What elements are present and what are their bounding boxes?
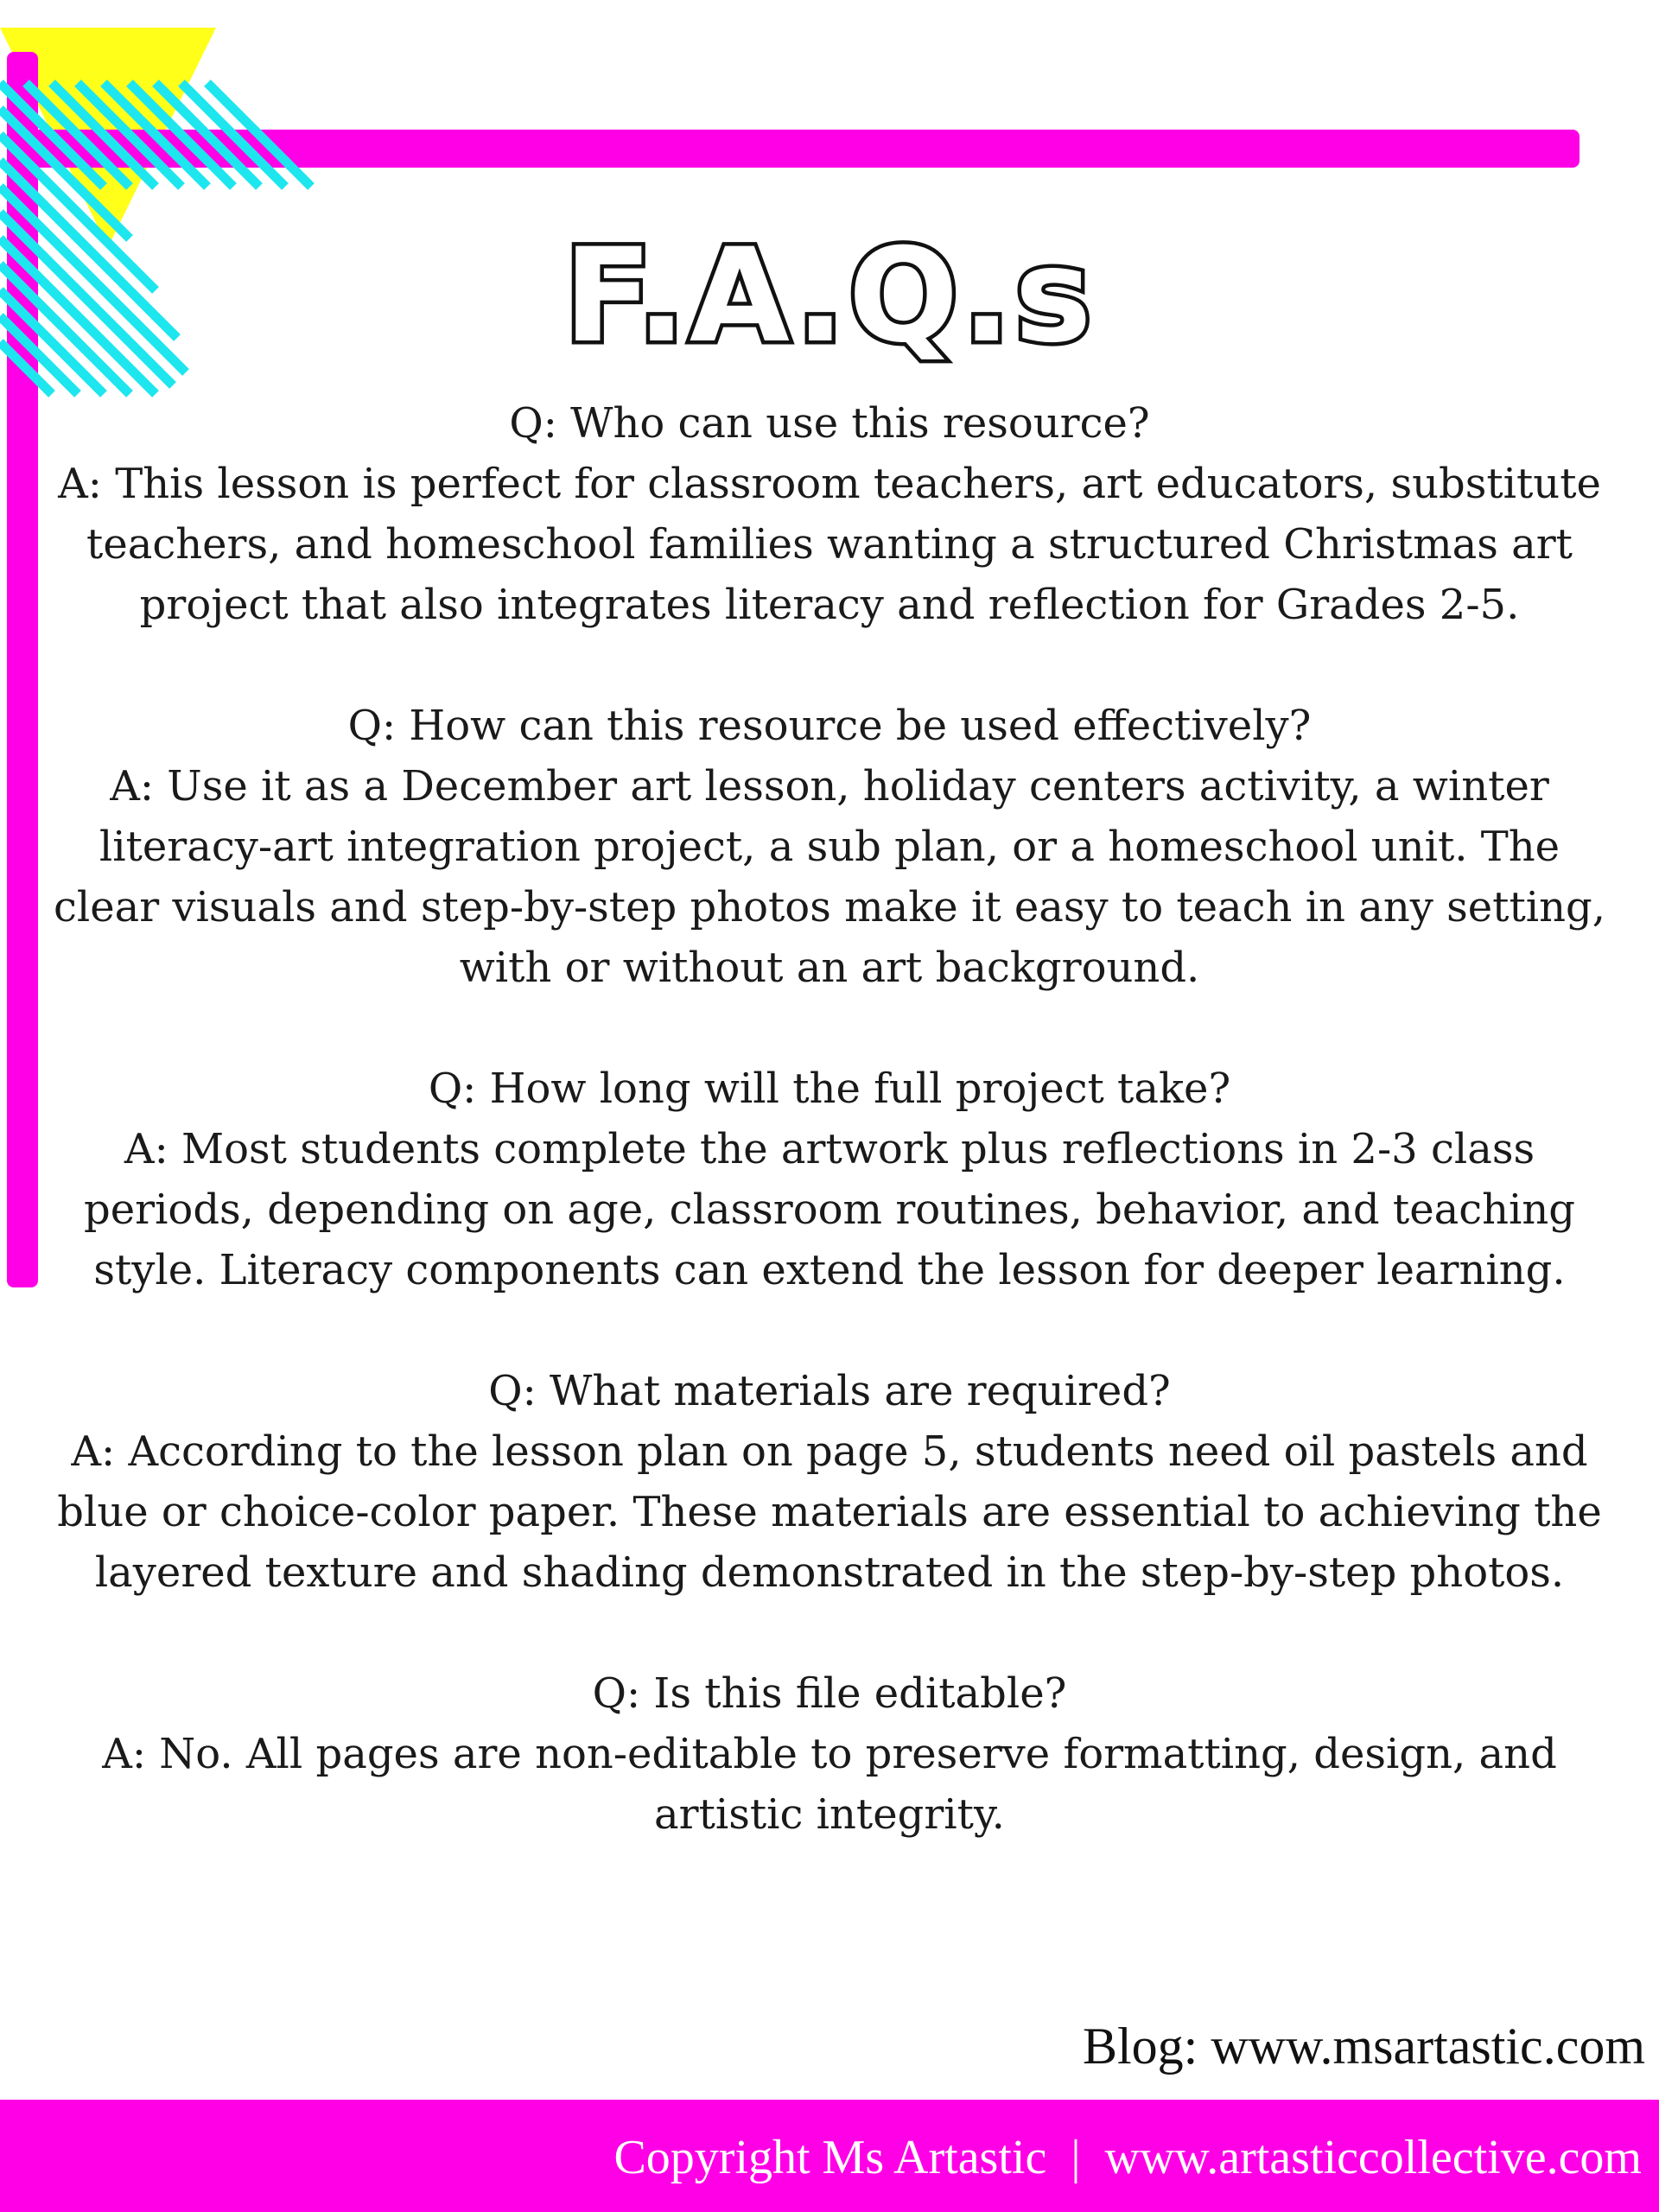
- faq-item: [52, 1663, 1607, 1845]
- yellow-triangle: [0, 28, 216, 247]
- website-link[interactable]: www.artasticcollective.com: [1104, 2131, 1642, 2184]
- magenta-top-bar: [7, 130, 1580, 168]
- faq-question: Q: How long will the full project take?: [428, 1065, 1231, 1113]
- copyright-line: [613, 2127, 1642, 2188]
- faq-item: [52, 393, 1607, 635]
- page-title: F.A.Q.s: [563, 221, 1096, 372]
- faq-answer: A: No. All pages are non-editable to preserve formatting, design, and artistic integrity.: [102, 1730, 1557, 1839]
- faq-question: Q: How can this resource be used effectively?: [347, 702, 1312, 750]
- faq-item: [52, 1361, 1607, 1603]
- faq-answer: A: Most students complete the artwork plus reflections in 2-3 class periods, depending on age, classroom routines, behavior, and teaching style. Literacy components can extend the lesson for deeper learning.: [83, 1125, 1576, 1294]
- faq-question: Q: Is this file editable?: [592, 1669, 1067, 1718]
- copyright-text: Copyright Ms Artastic: [613, 2131, 1047, 2184]
- faq-question: Q: Who can use this resource?: [509, 399, 1150, 448]
- faq-answer: A: According to the lesson plan on page 5, students need oil pastels and blue or choice-color paper. These materials are essential to achieving the layered texture and shading demonstrated in the step-by-step photos.: [57, 1427, 1602, 1597]
- faq-item: [52, 1058, 1607, 1300]
- blog-link[interactable]: Blog: www.msartastic.com: [1082, 2018, 1645, 2075]
- faq-list: [52, 393, 1607, 1905]
- faq-answer: A: This lesson is perfect for classroom teachers, art educators, substitute teachers, and homeschool families wanting a structured Christmas art project that also integrates literacy and reflection for Grades 2-5.: [58, 460, 1601, 629]
- faq-question: Q: What materials are required?: [488, 1367, 1171, 1415]
- faq-item: [52, 696, 1607, 998]
- faq-answer: A: Use it as a December art lesson, holiday centers activity, a winter literacy-art integration project, a sub plan, or a homeschool unit. The clear visuals and step-by-step photos make it easy to teach in any setting, with or without an art background.: [53, 762, 1606, 992]
- separator: |: [1071, 2131, 1081, 2184]
